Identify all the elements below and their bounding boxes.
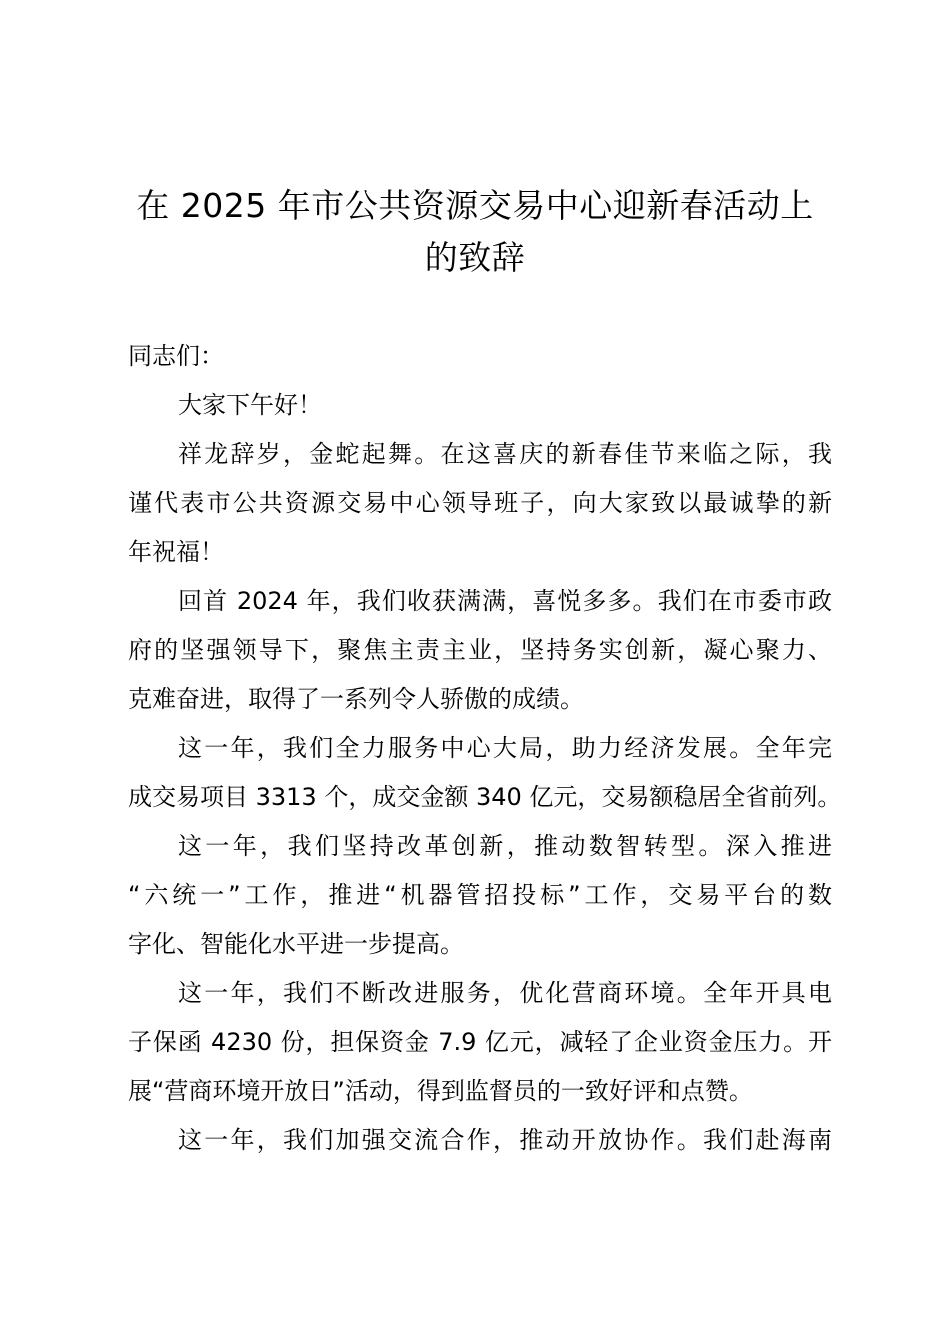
document-title xyxy=(100,180,850,284)
paragraph-line: 这一年，我们全力服务中心大局，助力经济发展。全年完 xyxy=(178,734,832,762)
document-body xyxy=(128,332,848,1165)
paragraph-line: 年祝福！ xyxy=(128,538,224,566)
paragraph-line: 大家下午好！ xyxy=(178,391,322,419)
paragraph-line: 谨代表市公共资源交易中心领导班子，向大家致以最诚挚的新 xyxy=(128,489,832,517)
paragraph-line: “六统一”工作，推进“机器管招投标”工作，交易平台的数 xyxy=(128,881,832,909)
paragraph-line: 回首 2024 年，我们收获满满，喜悦多多。我们在市委市政 xyxy=(178,587,832,615)
paragraph-line: 这一年，我们不断改进服务，优化营商环境。全年开具电 xyxy=(178,979,832,1007)
title-line: 的致辞 xyxy=(424,238,526,277)
paragraph-line: 这一年，我们坚持改革创新，推动数智转型。深入推进 xyxy=(178,832,832,860)
greeting: 同志们： xyxy=(128,342,224,370)
paragraph-line: 祥龙辞岁，金蛇起舞。在这喜庆的新春佳节来临之际，我 xyxy=(178,440,832,468)
paragraph-line: 克难奋进，取得了一系列令人骄傲的成绩。 xyxy=(128,685,584,713)
paragraph-line: 成交易项目 3313 个，成交金额 340 亿元，交易额稳居全省前列。 xyxy=(128,783,842,811)
paragraph-line: 这一年，我们加强交流合作，推动开放协作。我们赴海南 xyxy=(178,1126,832,1154)
title-line: 在 2025 年市公共资源交易中心迎新春活动上 xyxy=(136,186,814,225)
paragraph-line: 子保函 4230 份，担保资金 7.9 亿元，减轻了企业资金压力。开 xyxy=(128,1028,832,1056)
paragraph-line: 展“营商环境开放日”活动，得到监督员的一致好评和点赞。 xyxy=(128,1077,753,1105)
paragraph-line: 字化、智能化水平进一步提高。 xyxy=(128,930,464,958)
paragraph-line: 府的坚强领导下，聚焦主责主业，坚持务实创新，凝心聚力、 xyxy=(128,636,832,664)
